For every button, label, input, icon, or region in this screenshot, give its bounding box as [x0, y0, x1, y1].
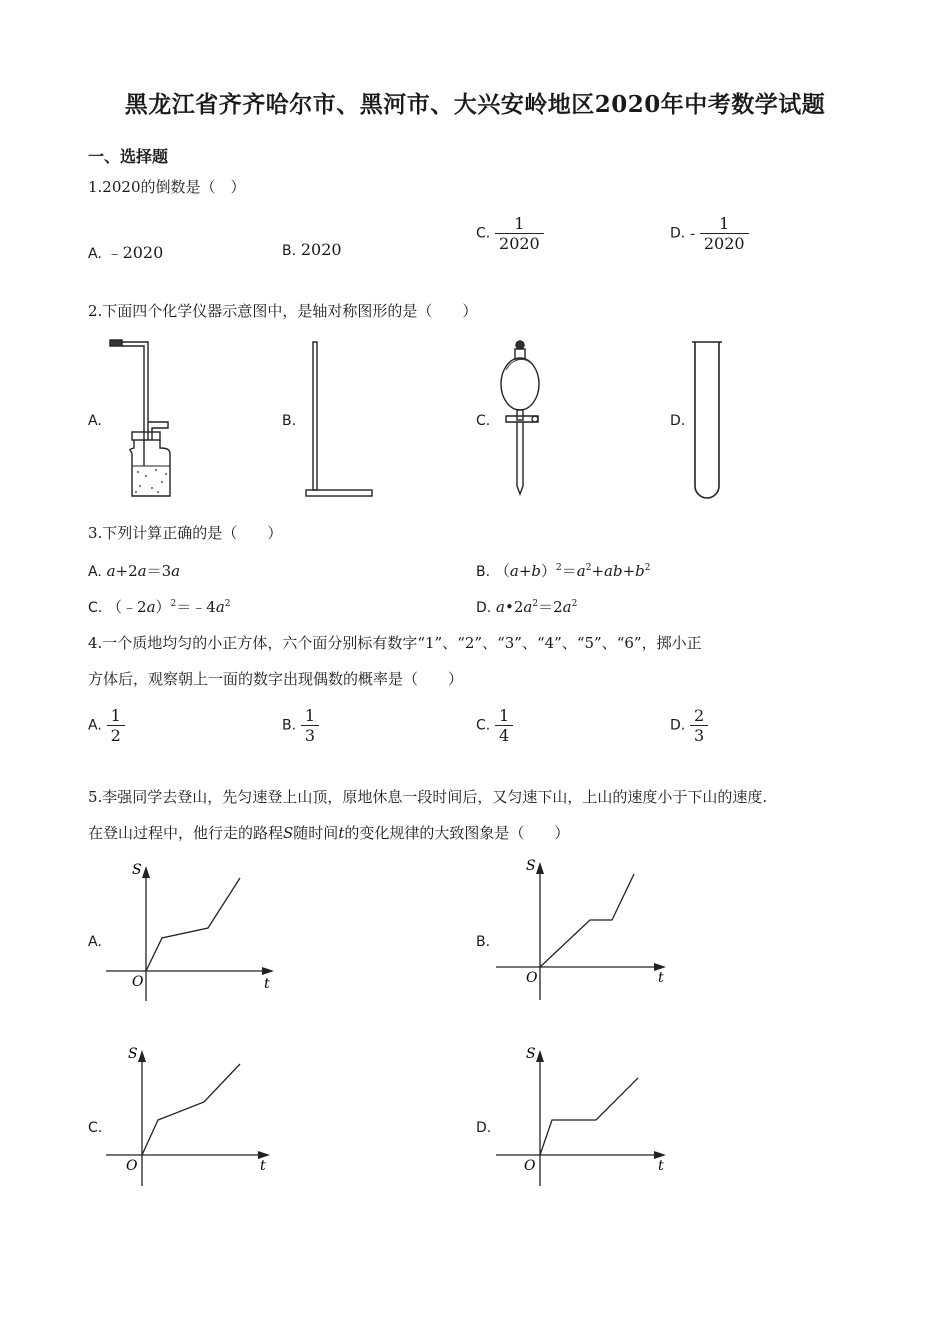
q4-option-b[interactable]: [282, 706, 319, 745]
axis-x-label: t: [658, 970, 664, 986]
graph-d: [488, 1040, 678, 1190]
q4-option-d[interactable]: [670, 706, 708, 745]
option-label: D.: [670, 717, 686, 734]
numerator: 1: [499, 706, 510, 725]
option-label: D.: [670, 225, 686, 242]
denominator: 3: [301, 725, 319, 745]
axis-y-label: S: [132, 862, 142, 878]
denominator: 2020: [700, 233, 749, 253]
option-label: B.: [476, 564, 491, 580]
axis-y-label: S: [526, 858, 536, 874]
q1-option-b[interactable]: [282, 240, 342, 259]
axis-x-label: t: [264, 976, 270, 992]
origin-label: O: [526, 970, 538, 986]
var-t: t: [338, 824, 345, 842]
graph-b: [488, 852, 678, 1002]
q1-option-d[interactable]: [670, 214, 749, 253]
q2-option-d-label[interactable]: D.: [670, 413, 686, 429]
graph-a: [100, 856, 290, 1006]
q3-option-b[interactable]: [476, 560, 651, 581]
q1-option-c[interactable]: [476, 214, 544, 253]
q4-stem-line1: 4.一个质地均匀的小正方体，六个面分别标有数字“1”、“2”、“3”、“4”、“5”、“6”，掷小正: [88, 634, 702, 652]
q5-option-a-label[interactable]: A.: [88, 934, 102, 950]
q1-stem: 1.2020的倒数是（ ）: [88, 178, 246, 196]
funnel-figure: [496, 336, 556, 502]
q2-stem: 2.下面四个化学仪器示意图中，是轴对称图形的是（ ）: [88, 302, 478, 320]
fraction: [495, 706, 513, 745]
section-heading: 一、选择题: [88, 147, 169, 166]
stem-text: 的变化规律的大致图象是（ ）: [344, 824, 570, 842]
q3-option-a[interactable]: [88, 560, 180, 581]
option-label: A.: [88, 717, 102, 734]
axis-y-label: S: [526, 1046, 536, 1062]
q5-option-c-label[interactable]: C.: [88, 1120, 103, 1136]
option-label: A.: [88, 246, 102, 262]
option-label: C.: [88, 600, 103, 616]
q4-stem-line2: 方体后，观察朝上一面的数字出现偶数的概率是（ ）: [88, 670, 464, 688]
option-value: 2020: [300, 240, 342, 259]
gas-bottle-figure: [104, 336, 176, 502]
option-label: D.: [476, 600, 492, 616]
axis-x-label: t: [658, 1158, 664, 1174]
q3-stem: 3.下列计算正确的是（ ）: [88, 524, 283, 542]
q4-option-a[interactable]: [88, 706, 125, 745]
option-expression: a+2a＝3a: [106, 562, 181, 580]
test-tube-figure: [690, 336, 730, 502]
fraction: [107, 706, 125, 745]
minus-sign: -: [690, 224, 696, 243]
q5-stem-line1: 5.李强同学去登山，先匀速登上山顶，原地休息一段时间后，又匀速下山，上山的速度小于下山的速度.: [88, 788, 768, 806]
option-value: ﹣2020: [106, 243, 164, 262]
option-label: B.: [282, 717, 297, 734]
fraction: [690, 706, 708, 745]
option-expression: $a•2a^2=2a^2$: [496, 598, 578, 616]
option-label: B.: [282, 243, 297, 259]
numerator: 1: [304, 706, 316, 725]
option-expression: $(﹣2a)^2=﹣4a^2$: [107, 598, 231, 616]
axis-y-label: S: [128, 1046, 138, 1062]
graph-c: [100, 1040, 290, 1190]
q3-option-c[interactable]: [88, 596, 231, 617]
q4-option-c[interactable]: [476, 706, 513, 745]
iron-stand-figure: [300, 336, 380, 502]
axis-x-label: t: [260, 1158, 266, 1174]
numerator: 1: [514, 214, 525, 233]
origin-label: O: [132, 974, 144, 990]
numerator: 2: [694, 706, 705, 725]
fraction: [301, 706, 319, 745]
option-expression: $(a+b)^2=a^2+ab+b^2$: [494, 562, 651, 580]
q3-option-d[interactable]: [476, 596, 577, 617]
q2-option-c-label[interactable]: C.: [476, 413, 491, 429]
origin-label: O: [524, 1158, 536, 1174]
q5-option-d-label[interactable]: D.: [476, 1120, 492, 1136]
q5-stem-line2: [88, 822, 569, 844]
stem-text: 随时间: [293, 824, 339, 842]
denominator: 4: [495, 725, 513, 745]
denominator: 2: [107, 725, 125, 745]
q1-option-a[interactable]: [88, 240, 163, 263]
q2-option-b-label[interactable]: B.: [282, 413, 297, 429]
var-s: S: [283, 824, 294, 842]
stem-text: 在登山过程中，他行走的路程: [88, 824, 284, 842]
fraction: [495, 214, 544, 253]
page-title: 黑龙江省齐齐哈尔市、黑河市、大兴安岭地区2020年中考数学试题: [124, 91, 826, 118]
option-label: C.: [476, 717, 491, 734]
denominator: 3: [690, 725, 708, 745]
origin-label: O: [126, 1158, 138, 1174]
option-label: C.: [476, 225, 491, 242]
fraction: [700, 214, 749, 253]
q2-option-a-label[interactable]: A.: [88, 413, 102, 429]
numerator: 1: [110, 706, 121, 725]
q5-option-b-label[interactable]: B.: [476, 934, 491, 950]
denominator: 2020: [495, 233, 544, 253]
option-label: A.: [88, 564, 102, 580]
numerator: 1: [719, 214, 730, 233]
